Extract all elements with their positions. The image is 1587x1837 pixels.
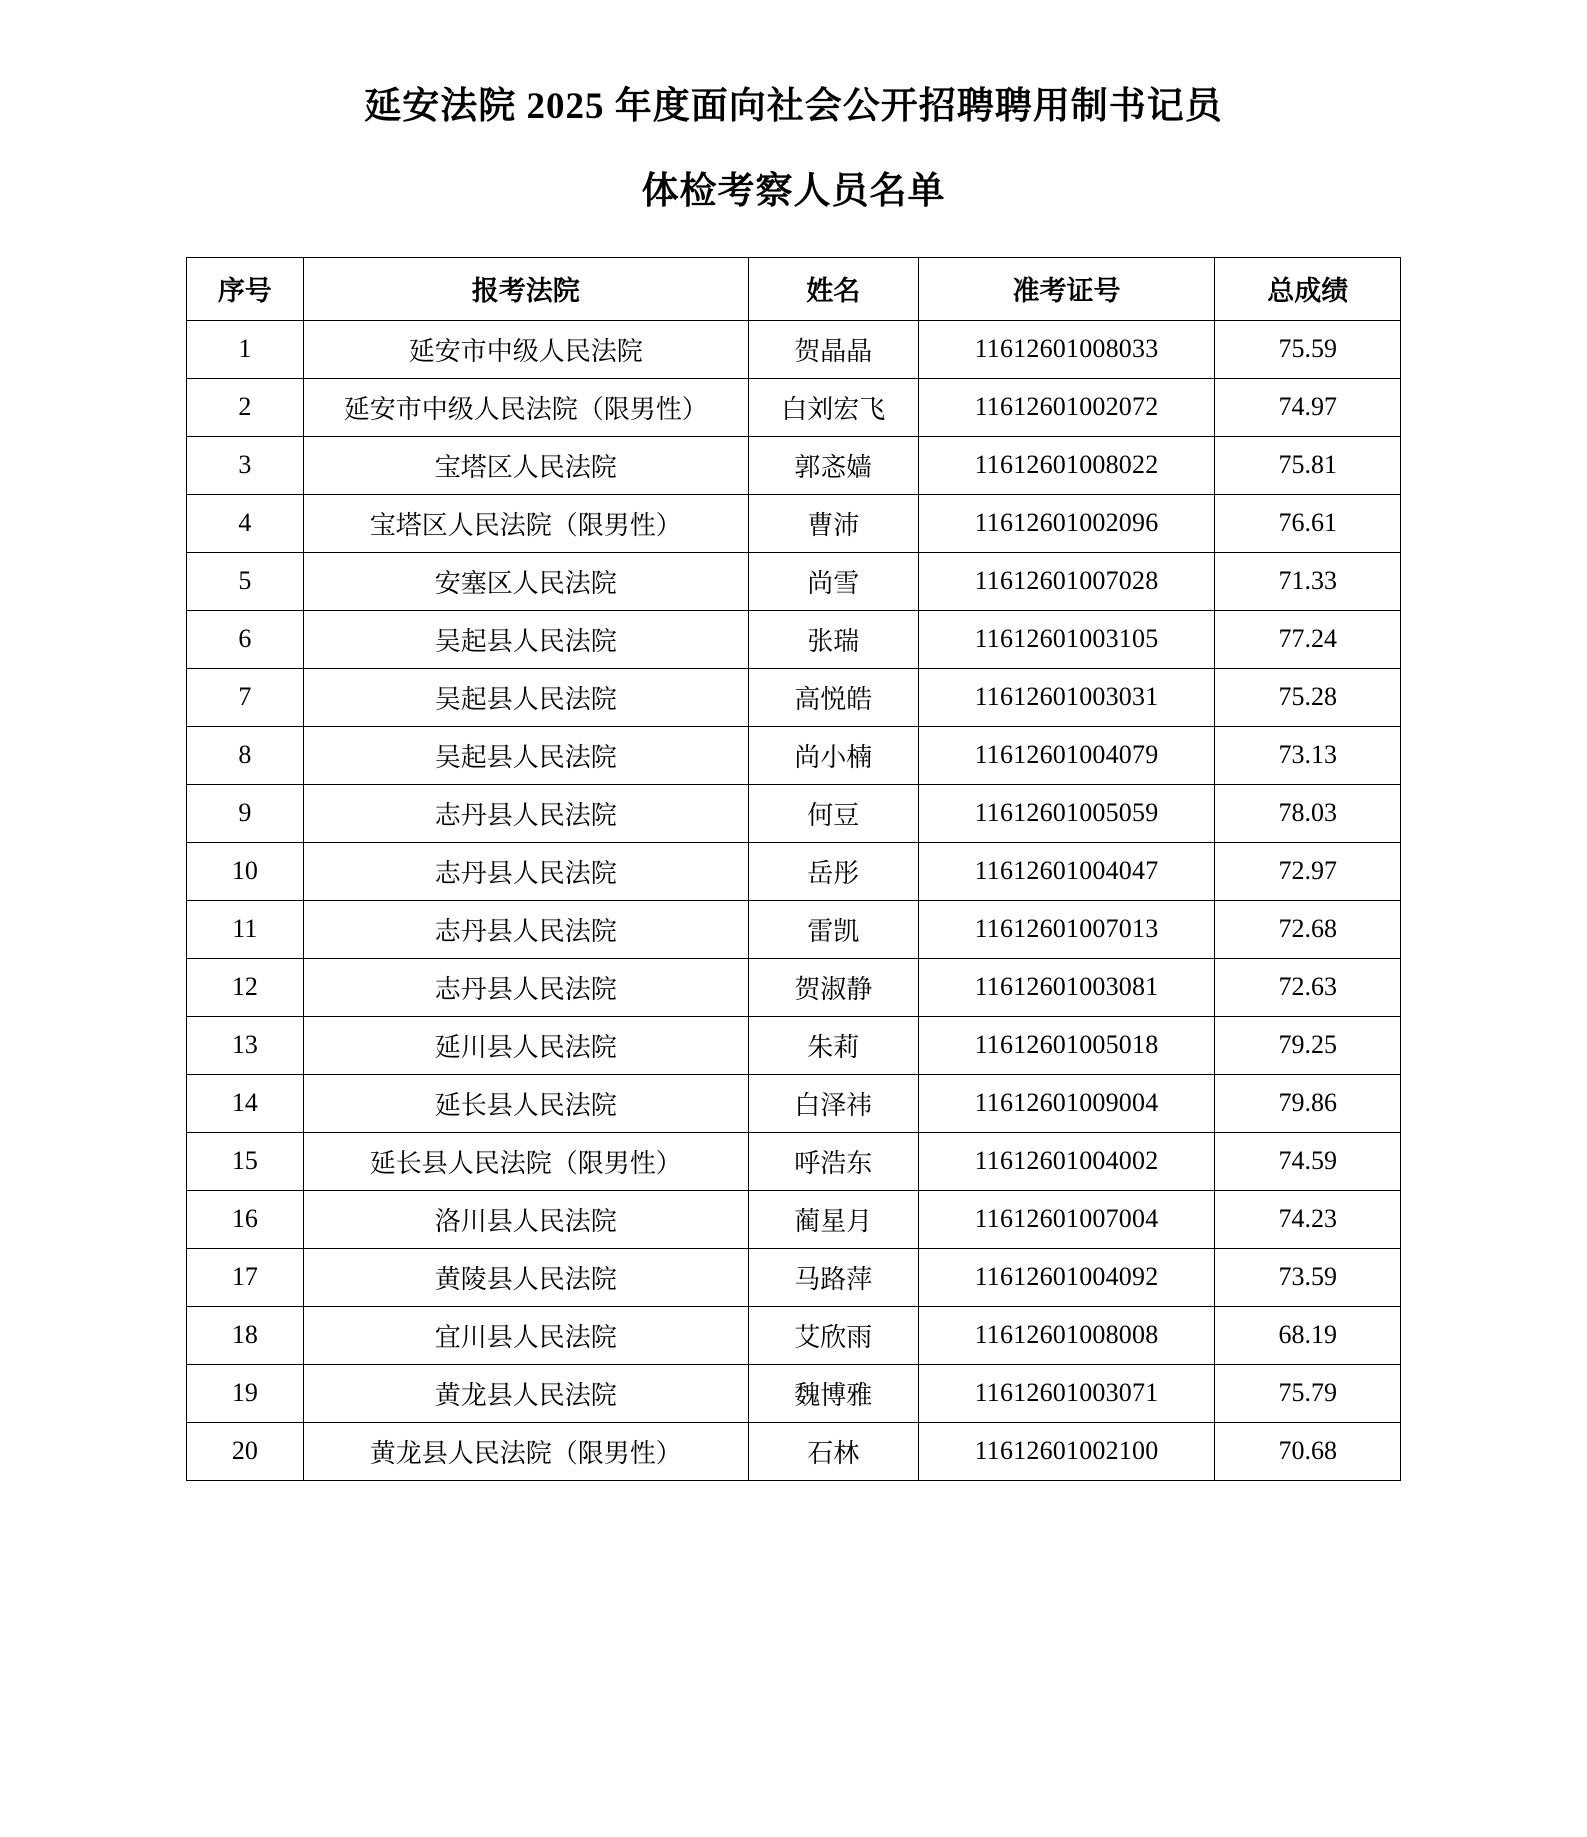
- page-title: [174, 78, 1414, 221]
- cell-total-score: 71.33: [1215, 552, 1401, 610]
- cell-name: 贺淑静: [748, 958, 918, 1016]
- cell-index: 9: [187, 784, 304, 842]
- cell-ticket-number: 11612601002072: [918, 378, 1215, 436]
- cell-name: 马路萍: [748, 1248, 918, 1306]
- cell-name: 朱莉: [748, 1016, 918, 1074]
- cell-court: 黄龙县人民法院（限男性）: [303, 1422, 748, 1480]
- cell-total-score: 68.19: [1215, 1306, 1401, 1364]
- cell-court: 志丹县人民法院: [303, 958, 748, 1016]
- cell-index: 2: [187, 378, 304, 436]
- roster-table-container: [186, 257, 1401, 1481]
- cell-court: 洛川县人民法院: [303, 1190, 748, 1248]
- cell-name: 白刘宏飞: [748, 378, 918, 436]
- cell-total-score: 75.28: [1215, 668, 1401, 726]
- cell-index: 18: [187, 1306, 304, 1364]
- column-header-ticket-number: 准考证号: [918, 257, 1215, 320]
- cell-court: 宜川县人民法院: [303, 1306, 748, 1364]
- column-header-court: 报考法院: [303, 257, 748, 320]
- cell-name: 雷凯: [748, 900, 918, 958]
- cell-ticket-number: 11612601003031: [918, 668, 1215, 726]
- table-body: [187, 320, 1401, 1480]
- cell-name: 高悦皓: [748, 668, 918, 726]
- cell-name: 尚小楠: [748, 726, 918, 784]
- cell-name: 郭忞嫱: [748, 436, 918, 494]
- cell-index: 11: [187, 900, 304, 958]
- table-header-row: [187, 257, 1401, 320]
- cell-ticket-number: 11612601003071: [918, 1364, 1215, 1422]
- cell-name: 白泽祎: [748, 1074, 918, 1132]
- cell-total-score: 75.59: [1215, 320, 1401, 378]
- cell-court: 吴起县人民法院: [303, 610, 748, 668]
- table-row: [187, 494, 1401, 552]
- roster-table: [186, 257, 1401, 1481]
- cell-index: 4: [187, 494, 304, 552]
- cell-index: 17: [187, 1248, 304, 1306]
- cell-index: 20: [187, 1422, 304, 1480]
- cell-total-score: 74.59: [1215, 1132, 1401, 1190]
- cell-ticket-number: 11612601002100: [918, 1422, 1215, 1480]
- cell-court: 志丹县人民法院: [303, 900, 748, 958]
- cell-total-score: 74.97: [1215, 378, 1401, 436]
- cell-ticket-number: 11612601007004: [918, 1190, 1215, 1248]
- cell-ticket-number: 11612601003081: [918, 958, 1215, 1016]
- cell-index: 5: [187, 552, 304, 610]
- table-row: [187, 552, 1401, 610]
- cell-court: 延川县人民法院: [303, 1016, 748, 1074]
- cell-name: 尚雪: [748, 552, 918, 610]
- cell-total-score: 76.61: [1215, 494, 1401, 552]
- table-row: [187, 900, 1401, 958]
- cell-total-score: 73.59: [1215, 1248, 1401, 1306]
- cell-court: 延安市中级人民法院（限男性）: [303, 378, 748, 436]
- table-row: [187, 1422, 1401, 1480]
- cell-court: 黄龙县人民法院: [303, 1364, 748, 1422]
- table-row: [187, 726, 1401, 784]
- cell-court: 吴起县人民法院: [303, 726, 748, 784]
- cell-total-score: 75.81: [1215, 436, 1401, 494]
- cell-index: 15: [187, 1132, 304, 1190]
- cell-name: 蔺星月: [748, 1190, 918, 1248]
- cell-ticket-number: 11612601005059: [918, 784, 1215, 842]
- cell-court: 志丹县人民法院: [303, 842, 748, 900]
- cell-ticket-number: 11612601009004: [918, 1074, 1215, 1132]
- cell-index: 16: [187, 1190, 304, 1248]
- table-row: [187, 320, 1401, 378]
- cell-index: 7: [187, 668, 304, 726]
- cell-index: 12: [187, 958, 304, 1016]
- cell-index: 6: [187, 610, 304, 668]
- cell-court: 宝塔区人民法院（限男性）: [303, 494, 748, 552]
- table-header: [187, 257, 1401, 320]
- cell-name: 张瑞: [748, 610, 918, 668]
- cell-total-score: 79.86: [1215, 1074, 1401, 1132]
- cell-court: 延安市中级人民法院: [303, 320, 748, 378]
- cell-index: 1: [187, 320, 304, 378]
- cell-ticket-number: 11612601007028: [918, 552, 1215, 610]
- table-row: [187, 610, 1401, 668]
- cell-total-score: 77.24: [1215, 610, 1401, 668]
- cell-ticket-number: 11612601008008: [918, 1306, 1215, 1364]
- cell-total-score: 72.68: [1215, 900, 1401, 958]
- cell-total-score: 74.23: [1215, 1190, 1401, 1248]
- cell-court: 吴起县人民法院: [303, 668, 748, 726]
- cell-index: 3: [187, 436, 304, 494]
- cell-court: 延长县人民法院: [303, 1074, 748, 1132]
- column-header-index: 序号: [187, 257, 304, 320]
- cell-total-score: 73.13: [1215, 726, 1401, 784]
- cell-name: 何豆: [748, 784, 918, 842]
- table-row: [187, 1074, 1401, 1132]
- column-header-name: 姓名: [748, 257, 918, 320]
- cell-total-score: 79.25: [1215, 1016, 1401, 1074]
- table-row: [187, 1016, 1401, 1074]
- table-row: [187, 1248, 1401, 1306]
- cell-ticket-number: 11612601002096: [918, 494, 1215, 552]
- table-row: [187, 436, 1401, 494]
- table-row: [187, 784, 1401, 842]
- cell-ticket-number: 11612601007013: [918, 900, 1215, 958]
- cell-index: 19: [187, 1364, 304, 1422]
- cell-ticket-number: 11612601004002: [918, 1132, 1215, 1190]
- cell-ticket-number: 11612601004092: [918, 1248, 1215, 1306]
- cell-index: 14: [187, 1074, 304, 1132]
- cell-name: 艾欣雨: [748, 1306, 918, 1364]
- cell-court: 安塞区人民法院: [303, 552, 748, 610]
- table-row: [187, 1190, 1401, 1248]
- cell-name: 石林: [748, 1422, 918, 1480]
- cell-index: 13: [187, 1016, 304, 1074]
- table-row: [187, 958, 1401, 1016]
- table-row: [187, 378, 1401, 436]
- table-row: [187, 842, 1401, 900]
- cell-court: 黄陵县人民法院: [303, 1248, 748, 1306]
- cell-ticket-number: 11612601005018: [918, 1016, 1215, 1074]
- cell-court: 延长县人民法院（限男性）: [303, 1132, 748, 1190]
- cell-name: 呼浩东: [748, 1132, 918, 1190]
- cell-ticket-number: 11612601008033: [918, 320, 1215, 378]
- table-row: [187, 1306, 1401, 1364]
- cell-name: 魏博雅: [748, 1364, 918, 1422]
- page-title-line-2: 体检考察人员名单: [641, 171, 946, 213]
- cell-court: 志丹县人民法院: [303, 784, 748, 842]
- table-row: [187, 1132, 1401, 1190]
- column-header-total-score: 总成绩: [1215, 257, 1401, 320]
- cell-total-score: 78.03: [1215, 784, 1401, 842]
- cell-total-score: 72.97: [1215, 842, 1401, 900]
- cell-index: 8: [187, 726, 304, 784]
- table-row: [187, 1364, 1401, 1422]
- cell-total-score: 75.79: [1215, 1364, 1401, 1422]
- cell-total-score: 70.68: [1215, 1422, 1401, 1480]
- cell-court: 宝塔区人民法院: [303, 436, 748, 494]
- page-title-line-1: 延安法院 2025 年度面向社会公开招聘聘用制书记员: [364, 86, 1223, 127]
- cell-name: 贺晶晶: [748, 320, 918, 378]
- cell-ticket-number: 11612601004047: [918, 842, 1215, 900]
- cell-ticket-number: 11612601008022: [918, 436, 1215, 494]
- cell-ticket-number: 11612601004079: [918, 726, 1215, 784]
- cell-ticket-number: 11612601003105: [918, 610, 1215, 668]
- cell-total-score: 72.63: [1215, 958, 1401, 1016]
- cell-name: 曹沛: [748, 494, 918, 552]
- table-row: [187, 668, 1401, 726]
- cell-name: 岳彤: [748, 842, 918, 900]
- cell-index: 10: [187, 842, 304, 900]
